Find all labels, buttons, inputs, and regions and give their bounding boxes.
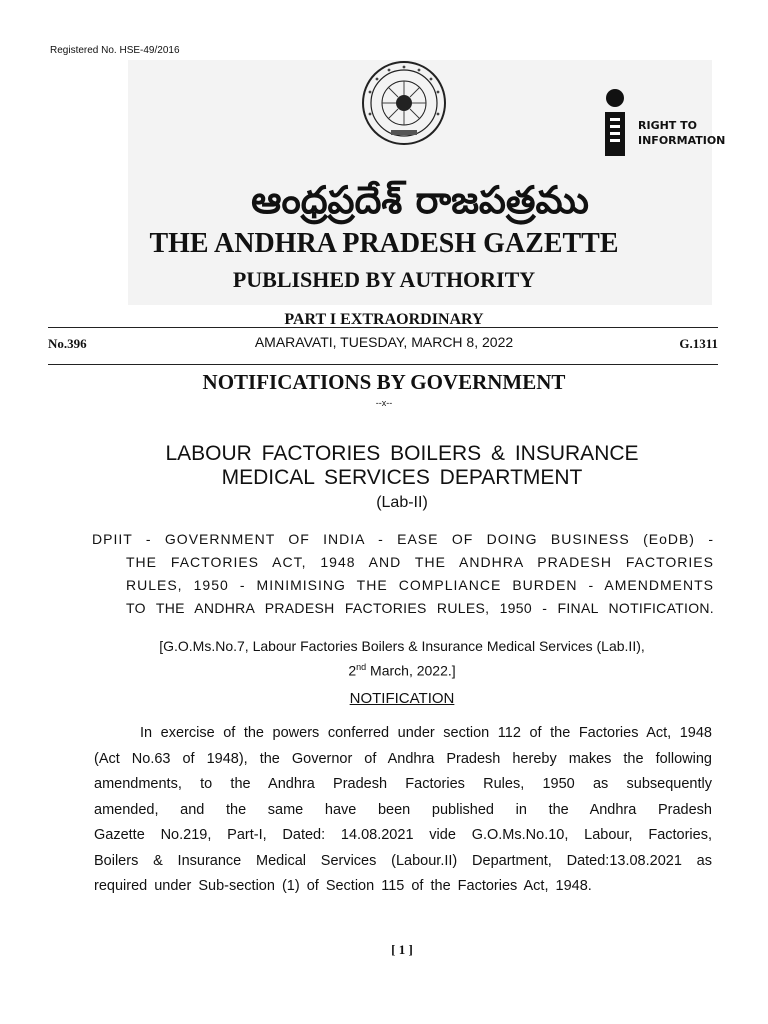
subject-line: RULES, 1950 - MINIMISING THE COMPLIANCE BURDEN - AMENDMENTS [126,577,714,593]
body-line: (Act No.63 of 1948), the Governor of Andhra Pradesh hereby makes the following [94,750,712,767]
subject-line: TO THE ANDHRA PRADESH FACTORIES RULES, 1950 - FINAL NOTIFICATION. [126,600,714,616]
body-line: In exercise of the powers conferred under section 112 of the Factories Act, 1948 [140,725,712,741]
gazette-title: THE ANDHRA PRADESH GAZETTE [149,228,619,259]
department-sub: (Lab-II) [376,494,428,511]
go-reference [0,636,768,682]
issue-date: AMARAVATI, TUESDAY, MARCH 8, 2022 [254,334,514,350]
go-reference-rest: March, 2022.] [366,662,456,679]
state-emblem-icon [361,60,447,146]
subject-line: DPIIT - GOVERNMENT OF INDIA - EASE OF DOING BUSINESS (EoDB) - [92,531,714,547]
rti-label [638,118,725,148]
go-reference-day: 2 [348,662,357,679]
rti-line-1: RIGHT TO [638,119,697,132]
notification-heading: NOTIFICATION [349,690,455,707]
telugu-title: ఆంధ్రప్రదేశ్ రాజపత్రము [251,178,589,222]
g-number: G.1311 [679,336,718,351]
body-line: Gazette No.219, Part-I, Dated: 14.08.2021 vide G.O.Ms.No.10, Labour, Factories, [94,827,712,843]
published-by-authority: PUBLISHED BY AUTHORITY [232,267,536,292]
registered-number: Registered No. HSE-49/2016 [50,45,180,56]
notification-body [94,721,712,900]
rti-info-icon [600,88,630,158]
department-title [0,442,768,490]
department-line-1: LABOUR FACTORIES BOILERS & INSURANCE [165,442,639,465]
divider-top [48,327,718,328]
issue-number: No.396 [48,336,87,351]
rti-line-2: INFORMATION [638,134,726,147]
department-line-2: MEDICAL SERVICES DEPARTMENT [221,466,583,489]
page-number: [ 1 ] [391,942,413,957]
go-reference-line-1: [G.O.Ms.No.7, Labour Factories Boilers & Insurance Medical Services (Lab.II), [159,638,645,654]
part-label: PART I EXTRAORDINARY [284,311,484,328]
body-line: required under Sub-section (1) of Section 115 of the Factories Act, 1948. [94,878,592,894]
subject-line: THE FACTORIES ACT, 1948 AND THE ANDHRA PRADESH FACTORIES [126,554,714,570]
go-reference-day-suffix: nd [356,662,367,672]
go-reference-line-2 [0,657,768,682]
section-heading: NOTIFICATIONS BY GOVERNMENT [202,370,566,394]
section-separator: --x-- [375,398,393,408]
body-line: amendments, to the Andhra Pradesh Factories Rules, 1950 as subsequently [94,776,712,792]
body-line: Boilers & Insurance Medical Services (Labour.II) Department, Dated:13.08.2021 as [94,852,712,869]
subject-block [92,528,714,620]
body-line: amended, and the same have been published in the Andhra Pradesh [94,801,712,818]
divider-bottom [48,364,718,365]
